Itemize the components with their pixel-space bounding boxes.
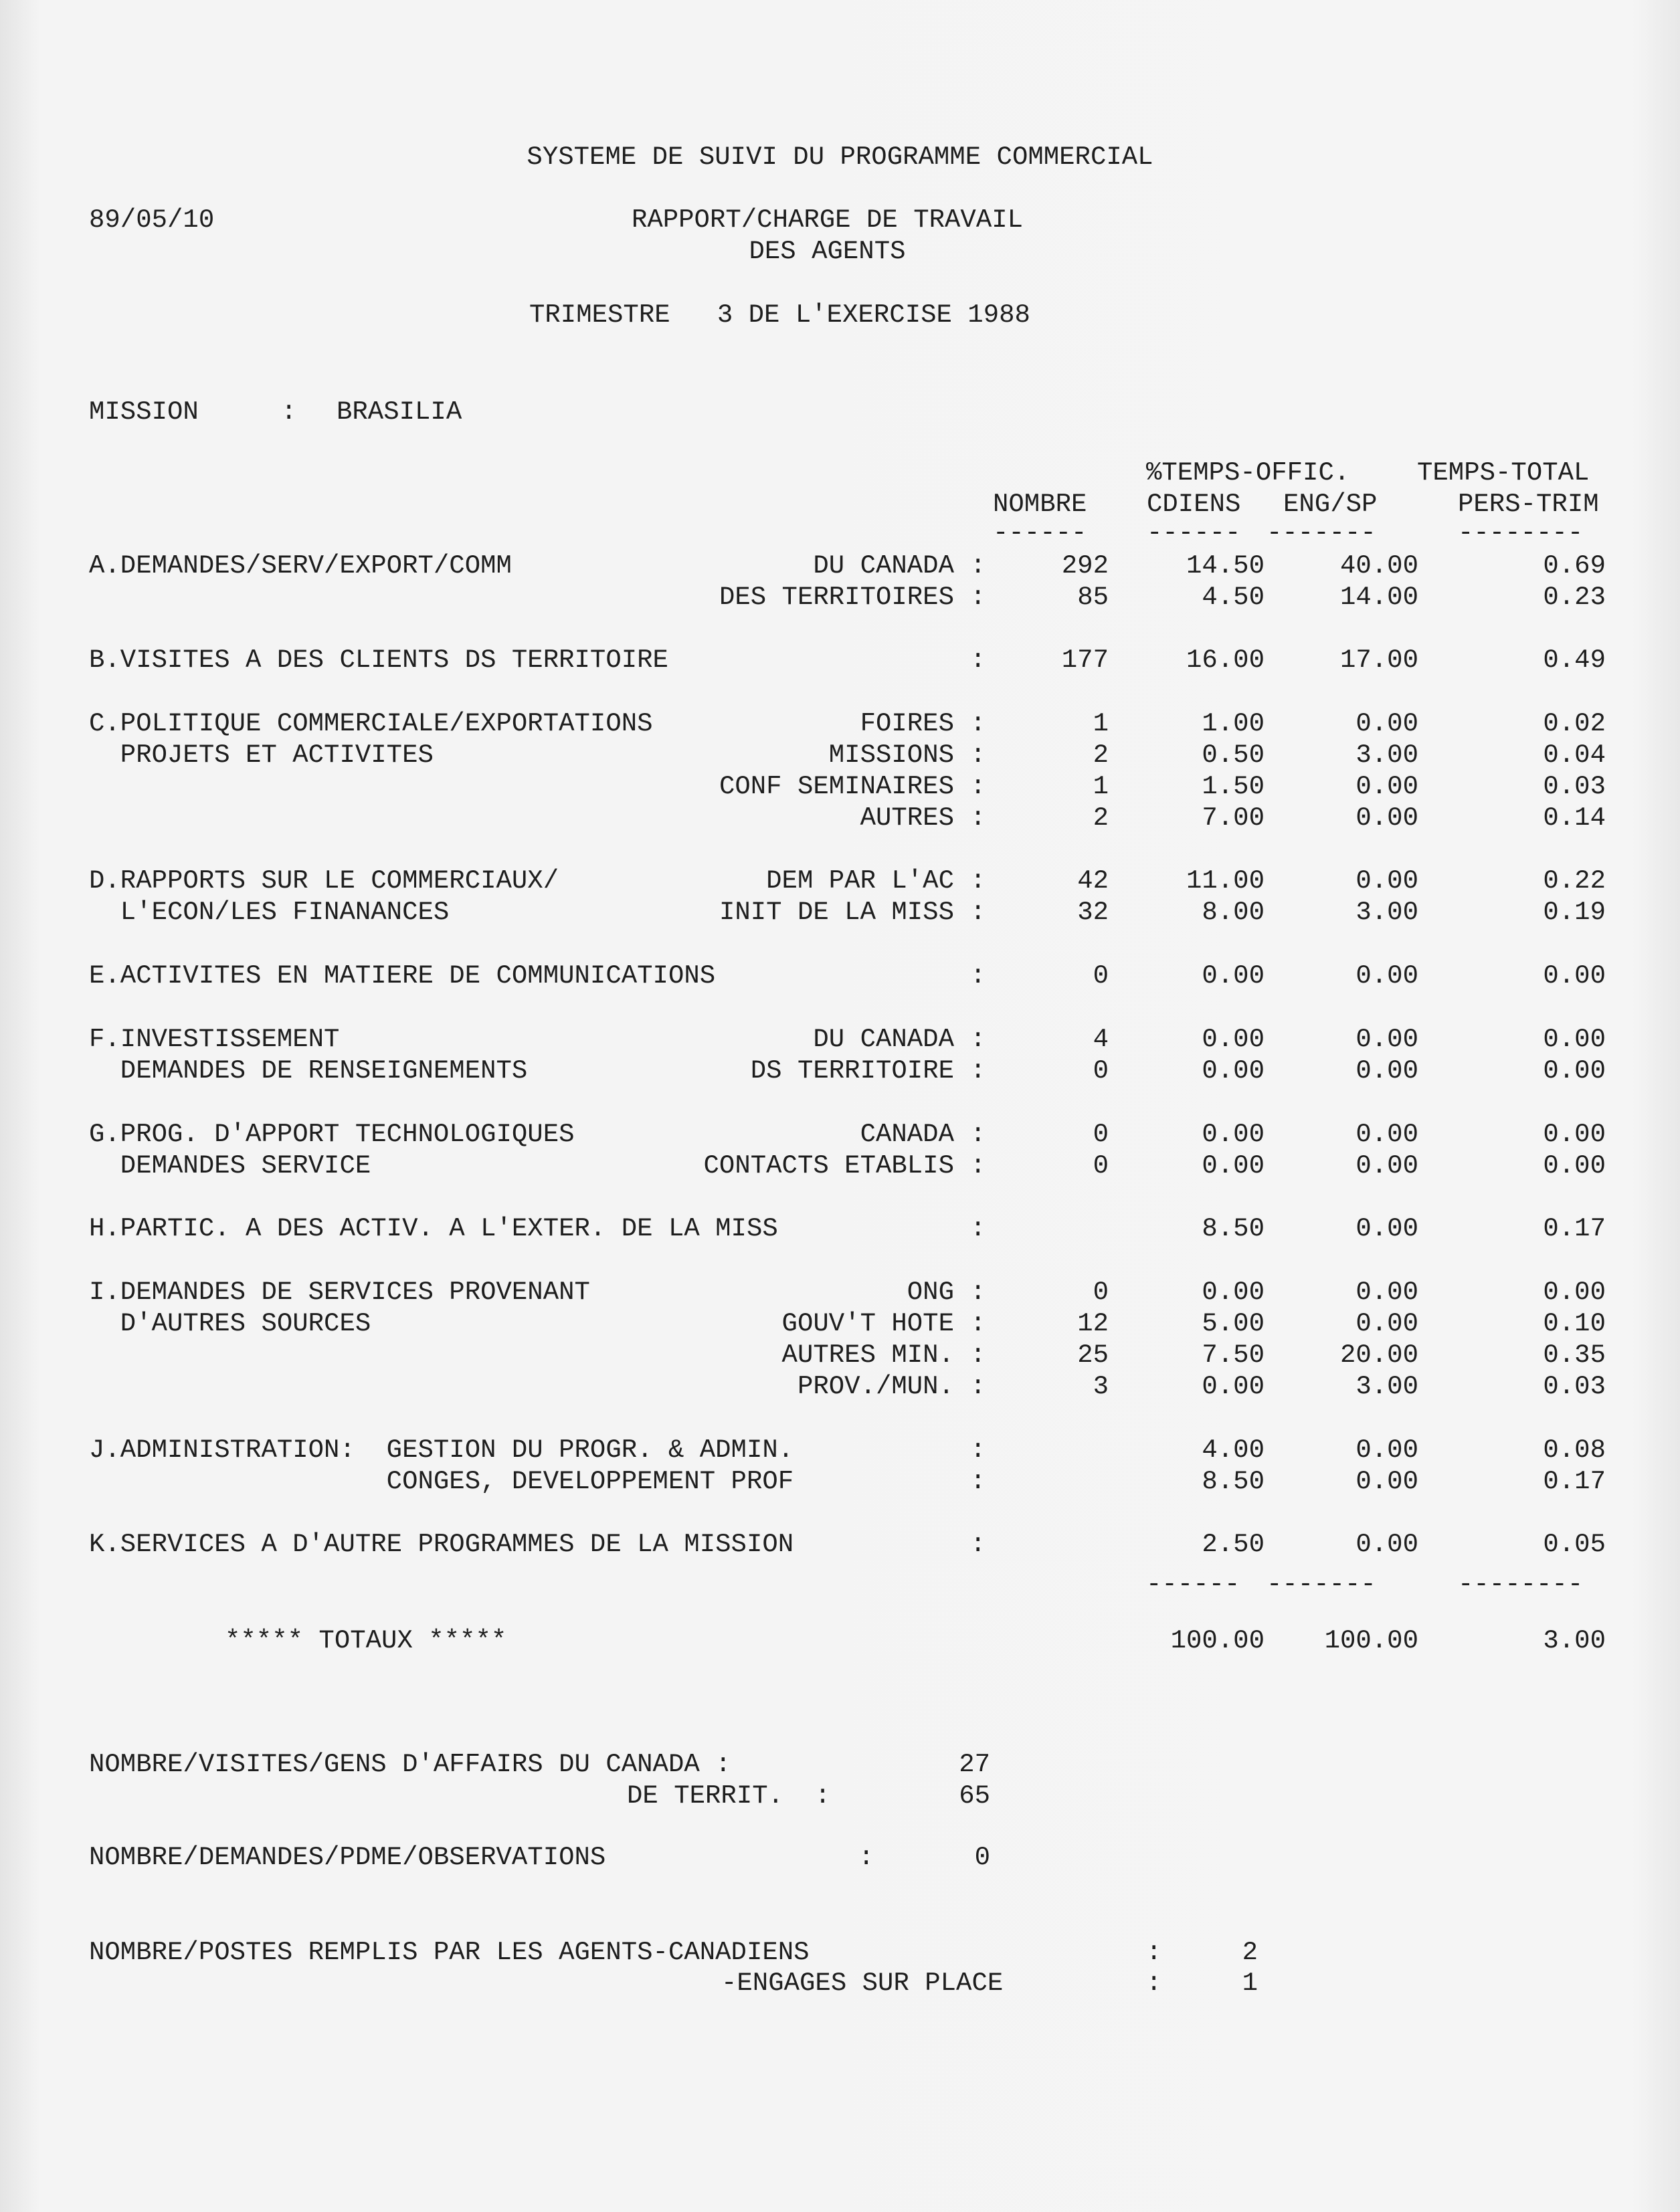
- totals-eng-sp: 100.00: [1324, 1626, 1418, 1655]
- report-title: SYSTEME DE SUIVI DU PROGRAMME COMMERCIAL: [527, 142, 1153, 172]
- row-sublabel: ONG: [907, 1278, 954, 1307]
- row-eng-sp: 0.00: [1356, 1151, 1418, 1181]
- row-cdiens: 7.50: [1202, 1340, 1265, 1370]
- header-eng-sp: ENG/SP: [1283, 490, 1378, 519]
- pdme-label: NOMBRE/DEMANDES/PDME/OBSERVATIONS: [89, 1843, 606, 1872]
- row-eng-sp: 3.00: [1356, 898, 1418, 927]
- row-sublabel: AUTRES: [860, 803, 954, 833]
- row-eng-sp: 0.00: [1356, 1120, 1418, 1149]
- row-cdiens: 8.50: [1202, 1467, 1265, 1496]
- row-nombre: 2: [1093, 803, 1109, 833]
- row-separator: :: [970, 866, 986, 896]
- row-separator: :: [970, 1278, 986, 1307]
- report-subtitle-1: RAPPORT/CHARGE DE TRAVAIL: [631, 205, 1024, 235]
- header-nombre: NOMBRE: [993, 490, 1087, 519]
- row-separator: :: [970, 551, 986, 581]
- mission-name: BRASILIA: [337, 397, 462, 427]
- row-cdiens: 0.50: [1202, 740, 1265, 770]
- row-eng-sp: 0.00: [1356, 709, 1418, 738]
- row-sublabel: CONTACTS ETABLIS: [703, 1151, 954, 1181]
- visites-canada-value: 27: [959, 1750, 990, 1779]
- row-sublabel: INIT DE LA MISS: [719, 898, 954, 927]
- row-label: B.VISITES A DES CLIENTS DS TERRITOIRE: [89, 645, 668, 675]
- header-cdiens: CDIENS: [1147, 490, 1241, 519]
- row-sublabel: PROV./MUN.: [797, 1372, 954, 1401]
- row-nombre: 32: [1077, 898, 1109, 927]
- totals-underline-eng-sp: -------: [1267, 1570, 1376, 1599]
- row-eng-sp: 0.00: [1356, 961, 1418, 991]
- row-separator: :: [970, 772, 986, 801]
- row-eng-sp: 0.00: [1356, 1467, 1418, 1496]
- row-nombre: 85: [1077, 583, 1109, 612]
- row-pers-trim: 0.49: [1543, 645, 1606, 675]
- row-nombre: 12: [1077, 1309, 1109, 1338]
- row-nombre: 1: [1093, 709, 1109, 738]
- row-label: D'AUTRES SOURCES: [89, 1309, 371, 1338]
- row-eng-sp: 20.00: [1339, 1340, 1418, 1370]
- postes-label: NOMBRE/POSTES REMPLIS PAR LES AGENTS-CANADIENS: [89, 1938, 810, 1967]
- report-period: TRIMESTRE 3 DE L'EXERCISE 1988: [529, 300, 1030, 330]
- row-separator: :: [970, 1435, 986, 1465]
- row-eng-sp: 0.00: [1356, 1530, 1418, 1559]
- row-pers-trim: 0.14: [1543, 803, 1606, 833]
- row-eng-sp: 14.00: [1339, 583, 1418, 612]
- row-nombre: 0: [1093, 961, 1109, 991]
- row-pers-trim: 0.00: [1543, 961, 1606, 991]
- row-eng-sp: 17.00: [1339, 645, 1418, 675]
- row-nombre: 3: [1093, 1372, 1109, 1401]
- totals-underline-pers-trim: --------: [1458, 1570, 1584, 1599]
- header-pers-trim: PERS-TRIM: [1458, 490, 1599, 519]
- row-eng-sp: 0.00: [1356, 1278, 1418, 1307]
- row-pers-trim: 0.05: [1543, 1530, 1606, 1559]
- row-nombre: 0: [1093, 1151, 1109, 1181]
- row-separator: :: [970, 1120, 986, 1149]
- row-label: CONGES, DEVELOPPEMENT PROF: [89, 1467, 794, 1496]
- pdme-value: 0: [974, 1843, 990, 1872]
- totals-underline-cdiens: ------: [1146, 1570, 1240, 1599]
- row-pers-trim: 0.00: [1543, 1025, 1606, 1054]
- totals-label: ***** TOTAUX *****: [225, 1626, 507, 1655]
- row-eng-sp: 3.00: [1356, 1372, 1418, 1401]
- row-cdiens: 1.00: [1202, 709, 1265, 738]
- header-underline-eng-sp: -------: [1267, 518, 1376, 548]
- row-pers-trim: 0.08: [1543, 1435, 1606, 1465]
- engages-label: -ENGAGES SUR PLACE: [721, 1969, 1004, 1998]
- header-underline-nombre: ------: [993, 518, 1087, 548]
- pdme-separator: :: [858, 1843, 874, 1872]
- row-label: A.DEMANDES/SERV/EXPORT/COMM: [89, 551, 512, 581]
- totals-pers-trim: 3.00: [1543, 1626, 1606, 1655]
- visites-label: NOMBRE/VISITES/GENS D'AFFAIRS DU CANADA :: [89, 1750, 731, 1779]
- row-sublabel: DU CANADA: [813, 551, 954, 581]
- row-label: DEMANDES SERVICE: [89, 1151, 371, 1181]
- row-eng-sp: 0.00: [1356, 1309, 1418, 1338]
- row-sublabel: DEM PAR L'AC: [766, 866, 954, 896]
- row-sublabel: CANADA: [860, 1120, 954, 1149]
- row-pers-trim: 0.00: [1543, 1056, 1606, 1086]
- row-cdiens: 5.00: [1202, 1309, 1265, 1338]
- row-nombre: 2: [1093, 740, 1109, 770]
- engages-separator: :: [1146, 1969, 1162, 1998]
- header-underline-cdiens: ------: [1147, 518, 1241, 548]
- row-sublabel: FOIRES: [860, 709, 954, 738]
- row-sublabel: AUTRES MIN.: [781, 1340, 954, 1370]
- row-cdiens: 0.00: [1202, 1056, 1265, 1086]
- row-label: E.ACTIVITES EN MATIERE DE COMMUNICATIONS: [89, 961, 716, 991]
- row-label: L'ECON/LES FINANANCES: [89, 898, 450, 927]
- row-pers-trim: 0.04: [1543, 740, 1606, 770]
- row-cdiens: 8.50: [1202, 1214, 1265, 1243]
- row-eng-sp: 0.00: [1356, 1056, 1418, 1086]
- row-cdiens: 4.00: [1202, 1435, 1265, 1465]
- row-cdiens: 0.00: [1202, 1372, 1265, 1401]
- postes-separator: :: [1146, 1938, 1162, 1967]
- row-cdiens: 0.00: [1202, 1120, 1265, 1149]
- report-subtitle-2: DES AGENTS: [749, 237, 906, 266]
- row-cdiens: 8.00: [1202, 898, 1265, 927]
- row-pers-trim: 0.35: [1543, 1340, 1606, 1370]
- row-cdiens: 0.00: [1202, 1151, 1265, 1181]
- row-pers-trim: 0.17: [1543, 1467, 1606, 1496]
- row-separator: :: [970, 740, 986, 770]
- row-label: J.ADMINISTRATION: GESTION DU PROGR. & ADMIN.: [89, 1435, 794, 1465]
- row-cdiens: 4.50: [1202, 583, 1265, 612]
- row-nombre: 42: [1077, 866, 1109, 896]
- row-cdiens: 1.50: [1202, 772, 1265, 801]
- row-eng-sp: 0.00: [1356, 772, 1418, 801]
- row-pers-trim: 0.00: [1543, 1151, 1606, 1181]
- postes-canadiens-value: 2: [1242, 1938, 1258, 1967]
- row-sublabel: CONF SEMINAIRES: [719, 772, 954, 801]
- row-pers-trim: 0.69: [1543, 551, 1606, 581]
- row-nombre: 1: [1093, 772, 1109, 801]
- header-underline-pers-trim: --------: [1458, 518, 1584, 548]
- row-eng-sp: 0.00: [1356, 803, 1418, 833]
- row-separator: :: [970, 1467, 986, 1496]
- row-pers-trim: 0.23: [1543, 583, 1606, 612]
- row-pers-trim: 0.10: [1543, 1309, 1606, 1338]
- row-nombre: 292: [1061, 551, 1109, 581]
- row-label: DEMANDES DE RENSEIGNEMENTS: [89, 1056, 528, 1086]
- totals-cdiens: 100.00: [1170, 1626, 1265, 1655]
- row-separator: :: [970, 583, 986, 612]
- row-nombre: 0: [1093, 1120, 1109, 1149]
- row-cdiens: 2.50: [1202, 1530, 1265, 1559]
- row-cdiens: 14.50: [1186, 551, 1265, 581]
- row-pers-trim: 0.02: [1543, 709, 1606, 738]
- row-label: G.PROG. D'APPORT TECHNOLOGIQUES: [89, 1120, 575, 1149]
- row-separator: :: [970, 1340, 986, 1370]
- row-eng-sp: 0.00: [1356, 1025, 1418, 1054]
- postes-engages-value: 1: [1242, 1969, 1258, 1998]
- row-nombre: 0: [1093, 1278, 1109, 1307]
- visites-territ-label: DE TERRIT. :: [627, 1781, 831, 1811]
- row-separator: :: [970, 1025, 986, 1054]
- mission-separator: :: [281, 397, 297, 427]
- row-separator: :: [970, 1151, 986, 1181]
- row-pers-trim: 0.17: [1543, 1214, 1606, 1243]
- row-separator: :: [970, 1372, 986, 1401]
- row-pers-trim: 0.22: [1543, 866, 1606, 896]
- row-eng-sp: 0.00: [1356, 1435, 1418, 1465]
- row-separator: :: [970, 709, 986, 738]
- report-date: 89/05/10: [89, 205, 215, 235]
- row-cdiens: 11.00: [1186, 866, 1265, 896]
- row-eng-sp: 0.00: [1356, 1214, 1418, 1243]
- row-separator: :: [970, 1530, 986, 1559]
- row-separator: :: [970, 1309, 986, 1338]
- row-nombre: 0: [1093, 1056, 1109, 1086]
- row-nombre: 4: [1093, 1025, 1109, 1054]
- row-cdiens: 16.00: [1186, 645, 1265, 675]
- visites-territ-value: 65: [959, 1781, 990, 1811]
- row-label: I.DEMANDES DE SERVICES PROVENANT: [89, 1278, 590, 1307]
- row-cdiens: 0.00: [1202, 961, 1265, 991]
- row-sublabel: GOUV'T HOTE: [781, 1309, 954, 1338]
- row-nombre: 177: [1061, 645, 1109, 675]
- row-cdiens: 0.00: [1202, 1278, 1265, 1307]
- row-sublabel: MISSIONS: [828, 740, 954, 770]
- row-eng-sp: 40.00: [1339, 551, 1418, 581]
- row-pers-trim: 0.19: [1543, 898, 1606, 927]
- row-separator: :: [970, 1214, 986, 1243]
- row-label: K.SERVICES A D'AUTRE PROGRAMMES DE LA MISSION: [89, 1530, 794, 1559]
- row-label: C.POLITIQUE COMMERCIALE/EXPORTATIONS: [89, 709, 653, 738]
- row-label: H.PARTIC. A DES ACTIV. A L'EXTER. DE LA MISS: [89, 1214, 778, 1243]
- row-nombre: 25: [1077, 1340, 1109, 1370]
- row-pers-trim: 0.03: [1543, 1372, 1606, 1401]
- row-separator: :: [970, 898, 986, 927]
- row-sublabel: DES TERRITOIRES: [719, 583, 954, 612]
- row-pers-trim: 0.00: [1543, 1120, 1606, 1149]
- row-pers-trim: 0.00: [1543, 1278, 1606, 1307]
- row-eng-sp: 3.00: [1356, 740, 1418, 770]
- row-label: D.RAPPORTS SUR LE COMMERCIAUX/: [89, 866, 559, 896]
- row-label: PROJETS ET ACTIVITES: [89, 740, 434, 770]
- row-separator: :: [970, 961, 986, 991]
- mission-label: MISSION: [89, 397, 199, 427]
- row-cdiens: 7.00: [1202, 803, 1265, 833]
- row-sublabel: DS TERRITOIRE: [750, 1056, 954, 1086]
- row-separator: :: [970, 645, 986, 675]
- row-label: F.INVESTISSEMENT: [89, 1025, 340, 1054]
- row-separator: :: [970, 1056, 986, 1086]
- row-eng-sp: 0.00: [1356, 866, 1418, 896]
- row-separator: :: [970, 803, 986, 833]
- header-temps-total: TEMPS-TOTAL: [1417, 458, 1590, 488]
- row-sublabel: DU CANADA: [813, 1025, 954, 1054]
- row-cdiens: 0.00: [1202, 1025, 1265, 1054]
- row-pers-trim: 0.03: [1543, 772, 1606, 801]
- header-pct-temps-offic: %TEMPS-OFFIC.: [1146, 458, 1350, 488]
